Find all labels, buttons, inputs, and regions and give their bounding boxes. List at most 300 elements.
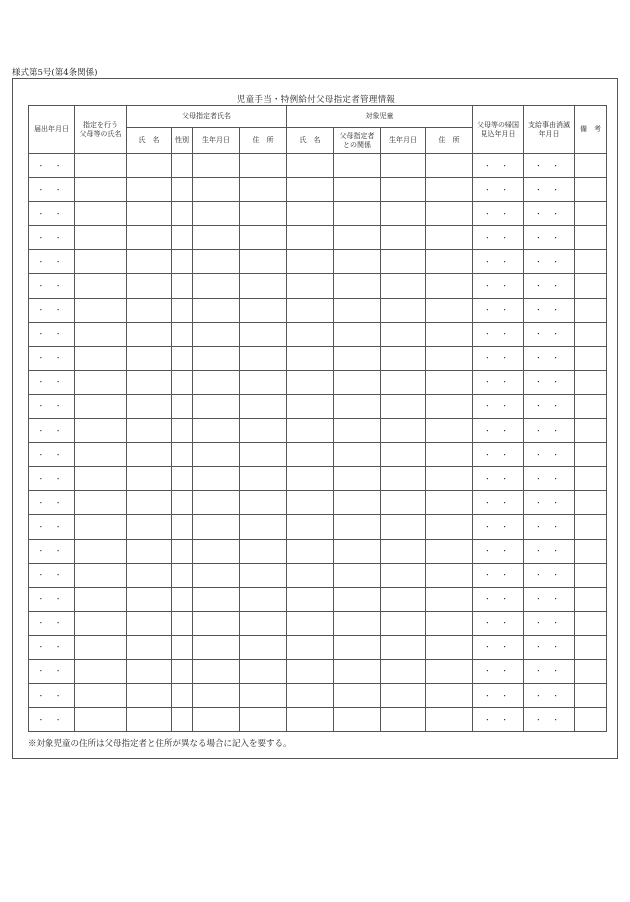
return-date-cell[interactable] <box>473 611 524 635</box>
extinction-date-cell[interactable] <box>524 611 575 635</box>
designee-address-cell[interactable] <box>240 467 287 491</box>
designee-sex-cell[interactable] <box>172 708 193 732</box>
designee-sex-cell[interactable] <box>172 298 193 322</box>
remarks-cell[interactable] <box>575 154 607 178</box>
child-birth-cell[interactable] <box>381 635 426 659</box>
designee-sex-cell[interactable] <box>172 635 193 659</box>
designee-birth-cell[interactable] <box>193 635 240 659</box>
designee-birth-cell[interactable] <box>193 708 240 732</box>
return-date-cell[interactable] <box>473 322 524 346</box>
designee-address-cell[interactable] <box>240 515 287 539</box>
designee-birth-cell[interactable] <box>193 274 240 298</box>
child-relation-cell[interactable] <box>334 250 381 274</box>
designee-address-cell[interactable] <box>240 659 287 683</box>
remarks-cell[interactable] <box>575 587 607 611</box>
return-date-cell[interactable] <box>473 178 524 202</box>
child-relation-cell[interactable] <box>334 322 381 346</box>
designee-name-cell[interactable] <box>127 178 172 202</box>
extinction-date-cell[interactable] <box>524 154 575 178</box>
designee-sex-cell[interactable] <box>172 611 193 635</box>
child-birth-cell[interactable] <box>381 467 426 491</box>
return-date-cell[interactable] <box>473 226 524 250</box>
child-address-cell[interactable] <box>426 467 473 491</box>
designator-name-cell[interactable] <box>75 515 127 539</box>
child-birth-cell[interactable] <box>381 274 426 298</box>
designee-name-cell[interactable] <box>127 394 172 418</box>
return-date-cell[interactable] <box>473 346 524 370</box>
designee-name-cell[interactable] <box>127 659 172 683</box>
notify-date-cell[interactable] <box>29 659 75 683</box>
designee-birth-cell[interactable] <box>193 178 240 202</box>
notify-date-cell[interactable] <box>29 684 75 708</box>
child-birth-cell[interactable] <box>381 443 426 467</box>
return-date-cell[interactable] <box>473 370 524 394</box>
child-address-cell[interactable] <box>426 515 473 539</box>
extinction-date-cell[interactable] <box>524 659 575 683</box>
designee-address-cell[interactable] <box>240 274 287 298</box>
designator-name-cell[interactable] <box>75 684 127 708</box>
child-relation-cell[interactable] <box>334 202 381 226</box>
remarks-cell[interactable] <box>575 394 607 418</box>
designator-name-cell[interactable] <box>75 467 127 491</box>
child-relation-cell[interactable] <box>334 563 381 587</box>
notify-date-cell[interactable] <box>29 467 75 491</box>
child-relation-cell[interactable] <box>334 491 381 515</box>
child-address-cell[interactable] <box>426 635 473 659</box>
designee-address-cell[interactable] <box>240 563 287 587</box>
return-date-cell[interactable] <box>473 587 524 611</box>
designator-name-cell[interactable] <box>75 708 127 732</box>
extinction-date-cell[interactable] <box>524 563 575 587</box>
designee-address-cell[interactable] <box>240 298 287 322</box>
notify-date-cell[interactable] <box>29 202 75 226</box>
notify-date-cell[interactable] <box>29 226 75 250</box>
extinction-date-cell[interactable] <box>524 178 575 202</box>
designee-sex-cell[interactable] <box>172 250 193 274</box>
extinction-date-cell[interactable] <box>524 274 575 298</box>
designee-birth-cell[interactable] <box>193 515 240 539</box>
notify-date-cell[interactable] <box>29 635 75 659</box>
remarks-cell[interactable] <box>575 419 607 443</box>
child-name-cell[interactable] <box>287 250 334 274</box>
remarks-cell[interactable] <box>575 611 607 635</box>
extinction-date-cell[interactable] <box>524 467 575 491</box>
designee-address-cell[interactable] <box>240 346 287 370</box>
designee-name-cell[interactable] <box>127 346 172 370</box>
remarks-cell[interactable] <box>575 635 607 659</box>
designee-birth-cell[interactable] <box>193 202 240 226</box>
child-relation-cell[interactable] <box>334 659 381 683</box>
designee-address-cell[interactable] <box>240 587 287 611</box>
designee-name-cell[interactable] <box>127 635 172 659</box>
remarks-cell[interactable] <box>575 226 607 250</box>
designee-address-cell[interactable] <box>240 611 287 635</box>
child-birth-cell[interactable] <box>381 154 426 178</box>
extinction-date-cell[interactable] <box>524 587 575 611</box>
designator-name-cell[interactable] <box>75 370 127 394</box>
notify-date-cell[interactable] <box>29 491 75 515</box>
extinction-date-cell[interactable] <box>524 515 575 539</box>
extinction-date-cell[interactable] <box>524 539 575 563</box>
designee-birth-cell[interactable] <box>193 322 240 346</box>
remarks-cell[interactable] <box>575 346 607 370</box>
designee-sex-cell[interactable] <box>172 587 193 611</box>
remarks-cell[interactable] <box>575 467 607 491</box>
designee-birth-cell[interactable] <box>193 298 240 322</box>
designee-sex-cell[interactable] <box>172 274 193 298</box>
child-birth-cell[interactable] <box>381 178 426 202</box>
designee-name-cell[interactable] <box>127 202 172 226</box>
remarks-cell[interactable] <box>575 298 607 322</box>
child-name-cell[interactable] <box>287 419 334 443</box>
notify-date-cell[interactable] <box>29 708 75 732</box>
designee-name-cell[interactable] <box>127 515 172 539</box>
child-relation-cell[interactable] <box>334 274 381 298</box>
extinction-date-cell[interactable] <box>524 684 575 708</box>
child-birth-cell[interactable] <box>381 370 426 394</box>
child-name-cell[interactable] <box>287 443 334 467</box>
designator-name-cell[interactable] <box>75 298 127 322</box>
designator-name-cell[interactable] <box>75 202 127 226</box>
child-name-cell[interactable] <box>287 202 334 226</box>
designee-birth-cell[interactable] <box>193 539 240 563</box>
child-address-cell[interactable] <box>426 587 473 611</box>
designee-name-cell[interactable] <box>127 419 172 443</box>
designee-birth-cell[interactable] <box>193 250 240 274</box>
designee-birth-cell[interactable] <box>193 467 240 491</box>
designee-address-cell[interactable] <box>240 419 287 443</box>
designee-birth-cell[interactable] <box>193 684 240 708</box>
remarks-cell[interactable] <box>575 370 607 394</box>
extinction-date-cell[interactable] <box>524 298 575 322</box>
child-address-cell[interactable] <box>426 443 473 467</box>
designee-birth-cell[interactable] <box>193 346 240 370</box>
designee-name-cell[interactable] <box>127 298 172 322</box>
remarks-cell[interactable] <box>575 322 607 346</box>
designee-sex-cell[interactable] <box>172 226 193 250</box>
child-address-cell[interactable] <box>426 394 473 418</box>
designee-address-cell[interactable] <box>240 635 287 659</box>
notify-date-cell[interactable] <box>29 298 75 322</box>
child-name-cell[interactable] <box>287 178 334 202</box>
designee-address-cell[interactable] <box>240 322 287 346</box>
designee-birth-cell[interactable] <box>193 587 240 611</box>
designee-birth-cell[interactable] <box>193 443 240 467</box>
designee-sex-cell[interactable] <box>172 563 193 587</box>
designee-address-cell[interactable] <box>240 491 287 515</box>
child-address-cell[interactable] <box>426 491 473 515</box>
child-name-cell[interactable] <box>287 611 334 635</box>
designee-sex-cell[interactable] <box>172 491 193 515</box>
designator-name-cell[interactable] <box>75 539 127 563</box>
return-date-cell[interactable] <box>473 563 524 587</box>
return-date-cell[interactable] <box>473 250 524 274</box>
remarks-cell[interactable] <box>575 202 607 226</box>
designee-name-cell[interactable] <box>127 539 172 563</box>
designee-name-cell[interactable] <box>127 154 172 178</box>
designator-name-cell[interactable] <box>75 322 127 346</box>
designee-sex-cell[interactable] <box>172 394 193 418</box>
designator-name-cell[interactable] <box>75 443 127 467</box>
designee-address-cell[interactable] <box>240 539 287 563</box>
child-name-cell[interactable] <box>287 370 334 394</box>
child-relation-cell[interactable] <box>334 178 381 202</box>
designee-birth-cell[interactable] <box>193 370 240 394</box>
designee-address-cell[interactable] <box>240 684 287 708</box>
child-name-cell[interactable] <box>287 274 334 298</box>
child-name-cell[interactable] <box>287 587 334 611</box>
child-birth-cell[interactable] <box>381 419 426 443</box>
notify-date-cell[interactable] <box>29 419 75 443</box>
designee-address-cell[interactable] <box>240 226 287 250</box>
notify-date-cell[interactable] <box>29 322 75 346</box>
designator-name-cell[interactable] <box>75 563 127 587</box>
child-birth-cell[interactable] <box>381 684 426 708</box>
return-date-cell[interactable] <box>473 443 524 467</box>
child-relation-cell[interactable] <box>334 154 381 178</box>
designee-sex-cell[interactable] <box>172 202 193 226</box>
child-relation-cell[interactable] <box>334 635 381 659</box>
return-date-cell[interactable] <box>473 708 524 732</box>
child-relation-cell[interactable] <box>334 684 381 708</box>
child-address-cell[interactable] <box>426 563 473 587</box>
designee-address-cell[interactable] <box>240 443 287 467</box>
return-date-cell[interactable] <box>473 659 524 683</box>
remarks-cell[interactable] <box>575 178 607 202</box>
child-address-cell[interactable] <box>426 370 473 394</box>
child-name-cell[interactable] <box>287 684 334 708</box>
designee-name-cell[interactable] <box>127 226 172 250</box>
designee-sex-cell[interactable] <box>172 178 193 202</box>
child-address-cell[interactable] <box>426 274 473 298</box>
designee-sex-cell[interactable] <box>172 370 193 394</box>
remarks-cell[interactable] <box>575 563 607 587</box>
child-address-cell[interactable] <box>426 346 473 370</box>
designee-sex-cell[interactable] <box>172 539 193 563</box>
notify-date-cell[interactable] <box>29 274 75 298</box>
return-date-cell[interactable] <box>473 467 524 491</box>
designee-birth-cell[interactable] <box>193 419 240 443</box>
return-date-cell[interactable] <box>473 298 524 322</box>
remarks-cell[interactable] <box>575 491 607 515</box>
notify-date-cell[interactable] <box>29 178 75 202</box>
designee-sex-cell[interactable] <box>172 322 193 346</box>
child-relation-cell[interactable] <box>334 298 381 322</box>
designee-address-cell[interactable] <box>240 250 287 274</box>
designee-name-cell[interactable] <box>127 443 172 467</box>
child-relation-cell[interactable] <box>334 515 381 539</box>
extinction-date-cell[interactable] <box>524 635 575 659</box>
extinction-date-cell[interactable] <box>524 346 575 370</box>
child-address-cell[interactable] <box>426 539 473 563</box>
designee-name-cell[interactable] <box>127 611 172 635</box>
child-name-cell[interactable] <box>287 226 334 250</box>
child-address-cell[interactable] <box>426 154 473 178</box>
child-name-cell[interactable] <box>287 635 334 659</box>
designator-name-cell[interactable] <box>75 250 127 274</box>
designator-name-cell[interactable] <box>75 611 127 635</box>
designee-address-cell[interactable] <box>240 370 287 394</box>
extinction-date-cell[interactable] <box>524 491 575 515</box>
designee-birth-cell[interactable] <box>193 563 240 587</box>
child-name-cell[interactable] <box>287 394 334 418</box>
designee-sex-cell[interactable] <box>172 346 193 370</box>
child-name-cell[interactable] <box>287 539 334 563</box>
child-birth-cell[interactable] <box>381 515 426 539</box>
designator-name-cell[interactable] <box>75 346 127 370</box>
designee-sex-cell[interactable] <box>172 684 193 708</box>
remarks-cell[interactable] <box>575 659 607 683</box>
child-name-cell[interactable] <box>287 563 334 587</box>
return-date-cell[interactable] <box>473 539 524 563</box>
child-birth-cell[interactable] <box>381 322 426 346</box>
return-date-cell[interactable] <box>473 635 524 659</box>
child-relation-cell[interactable] <box>334 611 381 635</box>
notify-date-cell[interactable] <box>29 370 75 394</box>
return-date-cell[interactable] <box>473 202 524 226</box>
extinction-date-cell[interactable] <box>524 394 575 418</box>
child-birth-cell[interactable] <box>381 491 426 515</box>
designator-name-cell[interactable] <box>75 274 127 298</box>
notify-date-cell[interactable] <box>29 346 75 370</box>
designator-name-cell[interactable] <box>75 394 127 418</box>
child-address-cell[interactable] <box>426 611 473 635</box>
child-address-cell[interactable] <box>426 322 473 346</box>
designee-name-cell[interactable] <box>127 708 172 732</box>
designee-sex-cell[interactable] <box>172 154 193 178</box>
designee-sex-cell[interactable] <box>172 443 193 467</box>
designator-name-cell[interactable] <box>75 226 127 250</box>
child-relation-cell[interactable] <box>334 539 381 563</box>
child-birth-cell[interactable] <box>381 346 426 370</box>
return-date-cell[interactable] <box>473 491 524 515</box>
notify-date-cell[interactable] <box>29 394 75 418</box>
child-name-cell[interactable] <box>287 708 334 732</box>
child-relation-cell[interactable] <box>334 419 381 443</box>
designator-name-cell[interactable] <box>75 419 127 443</box>
extinction-date-cell[interactable] <box>524 322 575 346</box>
child-relation-cell[interactable] <box>334 587 381 611</box>
return-date-cell[interactable] <box>473 154 524 178</box>
designee-name-cell[interactable] <box>127 370 172 394</box>
designee-name-cell[interactable] <box>127 467 172 491</box>
designee-birth-cell[interactable] <box>193 394 240 418</box>
return-date-cell[interactable] <box>473 274 524 298</box>
child-birth-cell[interactable] <box>381 659 426 683</box>
notify-date-cell[interactable] <box>29 611 75 635</box>
designee-name-cell[interactable] <box>127 684 172 708</box>
extinction-date-cell[interactable] <box>524 708 575 732</box>
notify-date-cell[interactable] <box>29 563 75 587</box>
child-birth-cell[interactable] <box>381 539 426 563</box>
child-relation-cell[interactable] <box>334 226 381 250</box>
notify-date-cell[interactable] <box>29 539 75 563</box>
designee-birth-cell[interactable] <box>193 226 240 250</box>
child-birth-cell[interactable] <box>381 250 426 274</box>
remarks-cell[interactable] <box>575 274 607 298</box>
child-name-cell[interactable] <box>287 322 334 346</box>
designee-address-cell[interactable] <box>240 708 287 732</box>
extinction-date-cell[interactable] <box>524 370 575 394</box>
notify-date-cell[interactable] <box>29 587 75 611</box>
designator-name-cell[interactable] <box>75 587 127 611</box>
designee-birth-cell[interactable] <box>193 154 240 178</box>
designee-birth-cell[interactable] <box>193 491 240 515</box>
child-name-cell[interactable] <box>287 515 334 539</box>
child-name-cell[interactable] <box>287 154 334 178</box>
extinction-date-cell[interactable] <box>524 443 575 467</box>
remarks-cell[interactable] <box>575 708 607 732</box>
child-address-cell[interactable] <box>426 298 473 322</box>
child-relation-cell[interactable] <box>334 708 381 732</box>
designee-name-cell[interactable] <box>127 587 172 611</box>
child-name-cell[interactable] <box>287 298 334 322</box>
extinction-date-cell[interactable] <box>524 419 575 443</box>
designee-sex-cell[interactable] <box>172 515 193 539</box>
child-birth-cell[interactable] <box>381 563 426 587</box>
child-birth-cell[interactable] <box>381 611 426 635</box>
designee-name-cell[interactable] <box>127 250 172 274</box>
designee-sex-cell[interactable] <box>172 659 193 683</box>
child-relation-cell[interactable] <box>334 467 381 491</box>
designee-address-cell[interactable] <box>240 154 287 178</box>
designee-name-cell[interactable] <box>127 274 172 298</box>
child-birth-cell[interactable] <box>381 708 426 732</box>
remarks-cell[interactable] <box>575 250 607 274</box>
child-address-cell[interactable] <box>426 178 473 202</box>
designee-birth-cell[interactable] <box>193 659 240 683</box>
designator-name-cell[interactable] <box>75 659 127 683</box>
remarks-cell[interactable] <box>575 539 607 563</box>
child-name-cell[interactable] <box>287 659 334 683</box>
remarks-cell[interactable] <box>575 684 607 708</box>
designee-name-cell[interactable] <box>127 322 172 346</box>
child-relation-cell[interactable] <box>334 346 381 370</box>
child-birth-cell[interactable] <box>381 226 426 250</box>
designee-address-cell[interactable] <box>240 394 287 418</box>
extinction-date-cell[interactable] <box>524 202 575 226</box>
child-name-cell[interactable] <box>287 346 334 370</box>
child-birth-cell[interactable] <box>381 587 426 611</box>
designator-name-cell[interactable] <box>75 178 127 202</box>
return-date-cell[interactable] <box>473 419 524 443</box>
designee-address-cell[interactable] <box>240 202 287 226</box>
remarks-cell[interactable] <box>575 515 607 539</box>
return-date-cell[interactable] <box>473 515 524 539</box>
notify-date-cell[interactable] <box>29 443 75 467</box>
child-name-cell[interactable] <box>287 467 334 491</box>
child-birth-cell[interactable] <box>381 202 426 226</box>
designee-birth-cell[interactable] <box>193 611 240 635</box>
designator-name-cell[interactable] <box>75 491 127 515</box>
child-birth-cell[interactable] <box>381 394 426 418</box>
notify-date-cell[interactable] <box>29 250 75 274</box>
designator-name-cell[interactable] <box>75 154 127 178</box>
child-birth-cell[interactable] <box>381 298 426 322</box>
designee-sex-cell[interactable] <box>172 467 193 491</box>
return-date-cell[interactable] <box>473 394 524 418</box>
child-address-cell[interactable] <box>426 250 473 274</box>
child-address-cell[interactable] <box>426 684 473 708</box>
designee-sex-cell[interactable] <box>172 419 193 443</box>
child-name-cell[interactable] <box>287 491 334 515</box>
child-address-cell[interactable] <box>426 202 473 226</box>
return-date-cell[interactable] <box>473 684 524 708</box>
designator-name-cell[interactable] <box>75 635 127 659</box>
designee-address-cell[interactable] <box>240 178 287 202</box>
extinction-date-cell[interactable] <box>524 250 575 274</box>
child-address-cell[interactable] <box>426 708 473 732</box>
